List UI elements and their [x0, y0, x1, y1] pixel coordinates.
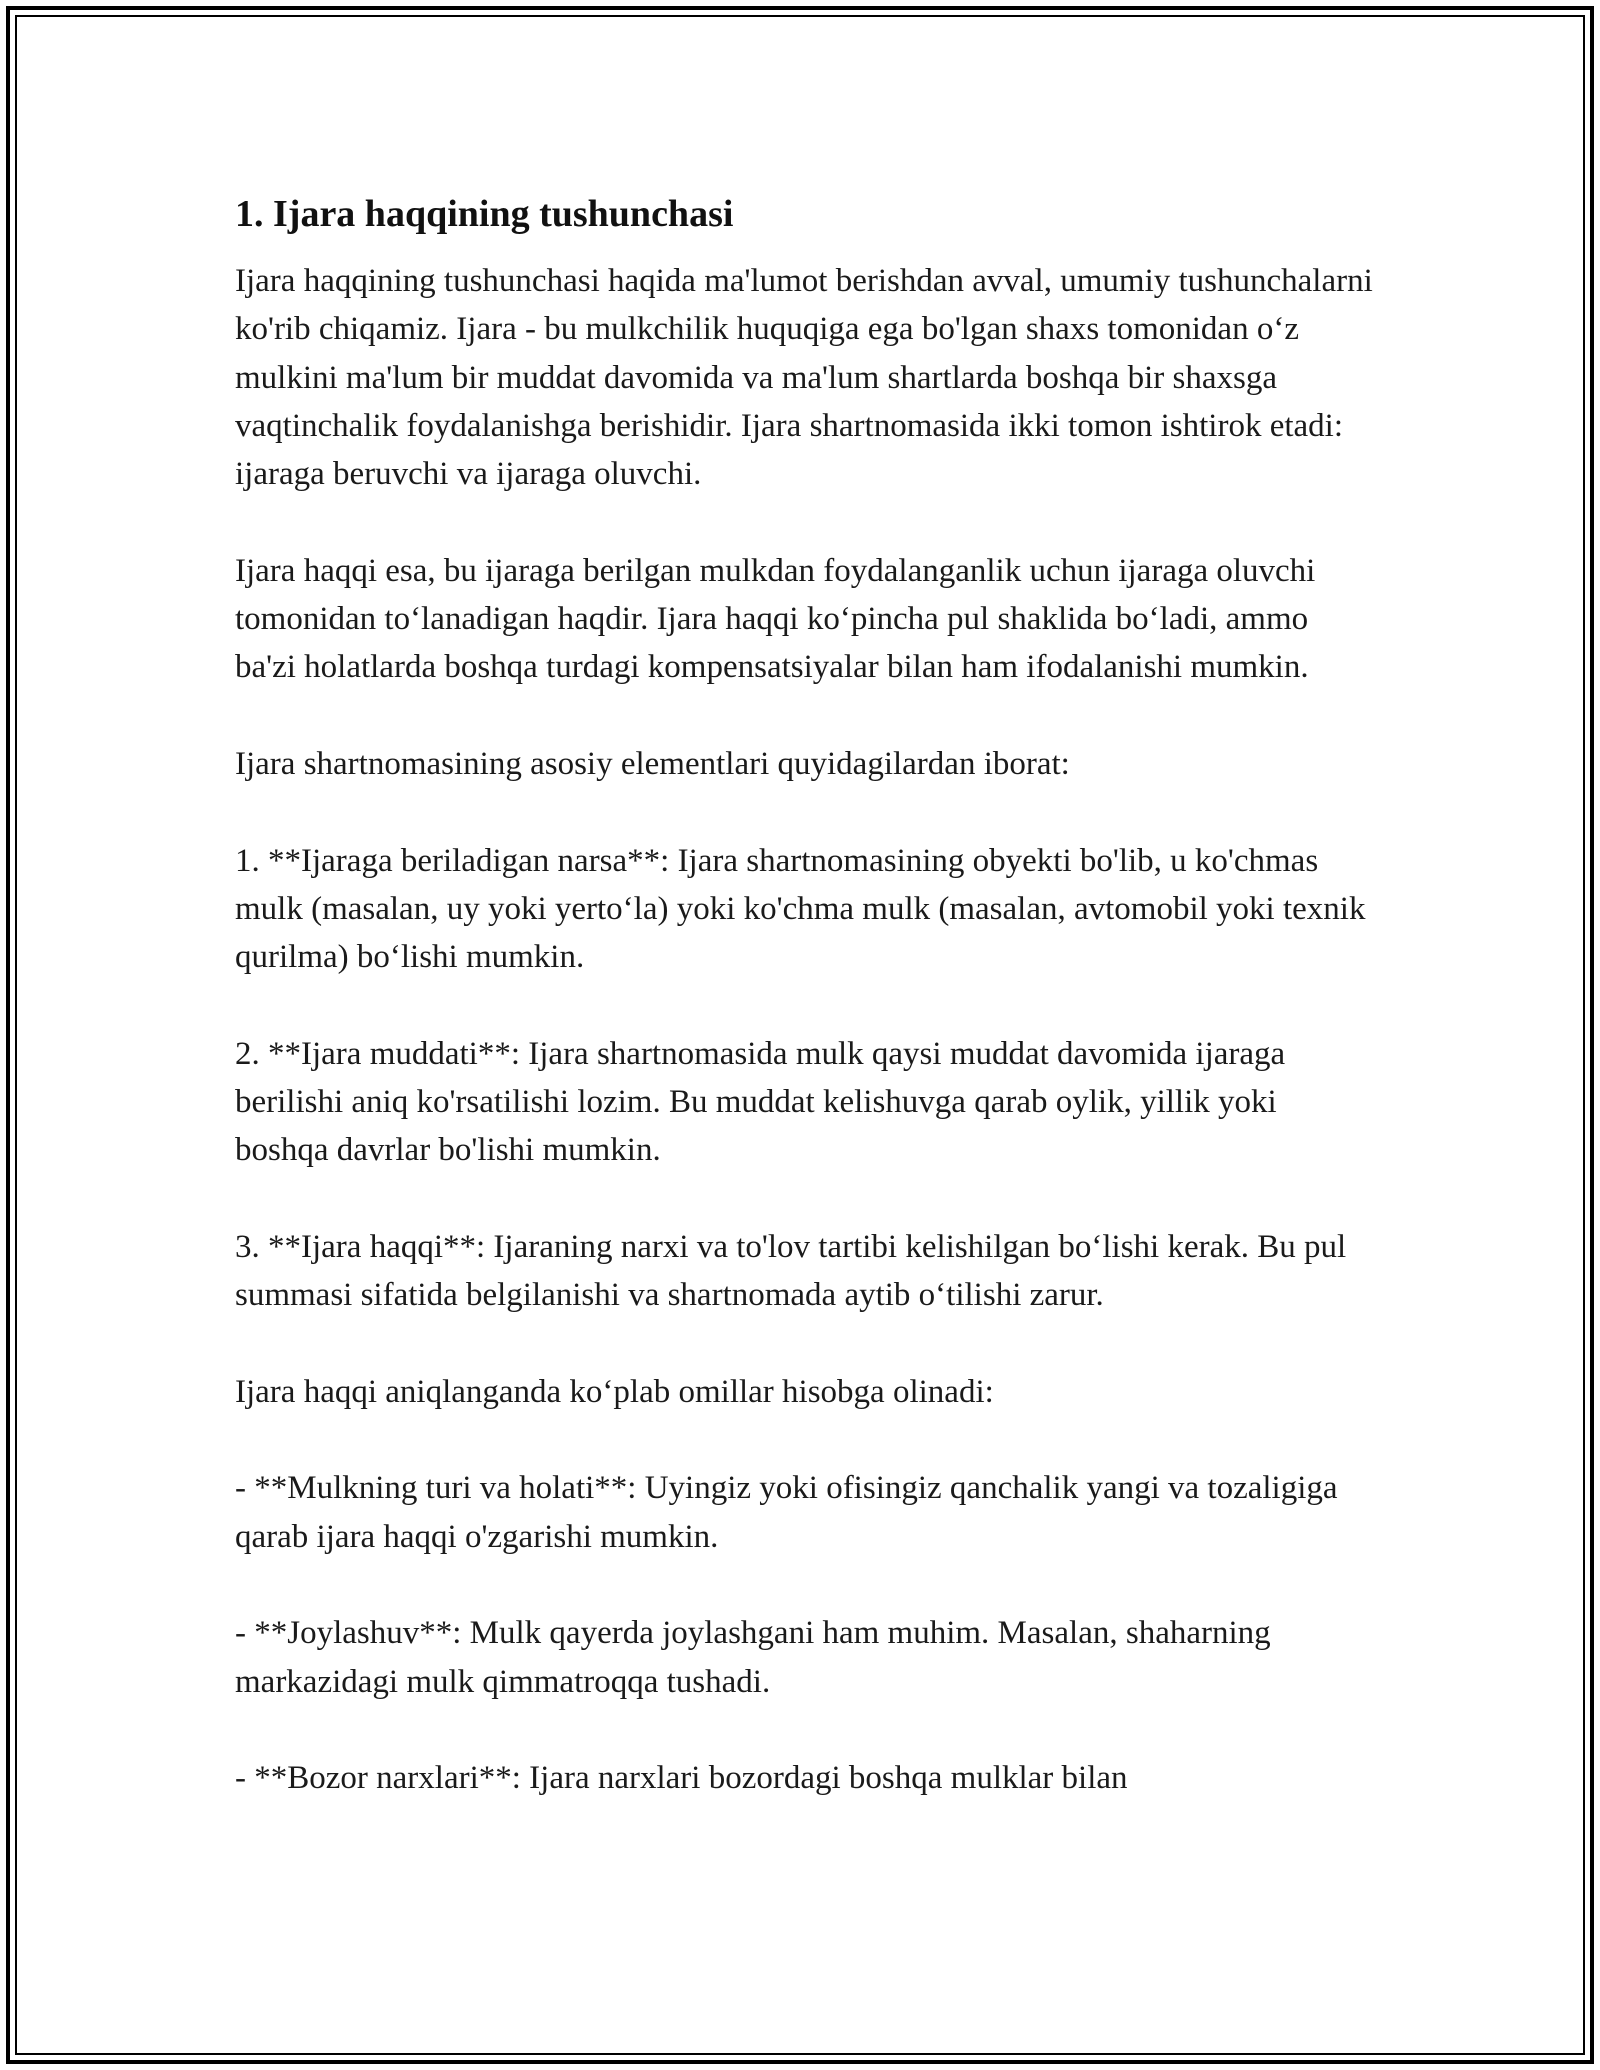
paragraph-gap [235, 981, 1375, 1029]
paragraph-gap [235, 1175, 1375, 1223]
bullet-property-type: - **Mulkning turi va holati**: Uyingiz yoki ofisingiz qanchalik yangi va tozaligiga qarab ijara haqqi o'zgarishi mumkin. [235, 1470, 1338, 1555]
paragraph-elements-intro: Ijara shartnomasining asosiy elementlari quyidagilardan iborat: [235, 745, 1070, 782]
list-item-rent-fee: 3. **Ijara haqqi**: Ijaraning narxi va to'lov tartibi kelishilgan bo‘lishi kerak. Bu pul summasi sifatida belgilanishi va shartnomada aytib o‘tilishi zarur. [235, 1228, 1347, 1314]
paragraph-gap [235, 1561, 1375, 1609]
section-heading: 1. Ijara haqqining tushunchasi [235, 193, 734, 235]
paragraph-gap [235, 692, 1375, 740]
paragraph-rent-definition: Ijara haqqi esa, bu ijaraga berilgan mulkdan foydalanganlik uchun ijaraga oluvchi tomonidan to‘lanadigan haqdir. Ijara haqqi ko‘pincha pul shaklida bo‘ladi, ammo ba'zi holatlarda boshqa turdagi kompensatsiyalar bilan ham ifodalanishi mumkin. [235, 552, 1316, 686]
list-item-rented-object: 1. **Ijaraga beriladigan narsa**: Ijara shartnomasining obyekti bo'lib, u ko'chmas mulk (masalan, uy yoki yerto‘la) yoki ko'chma mulk (masalan, avtomobil yoki texnik qurilma) bo‘lishi mumkin. [235, 842, 1366, 976]
document-body [235, 185, 1375, 1803]
bullet-location: - **Joylashuv**: Mulk qayerda joylashgani ham muhim. Masalan, shaharning markazidagi mulk qimmatroqqa tushadi. [235, 1615, 1271, 1700]
list-item-rent-term: 2. **Ijara muddati**: Ijara shartnomasida mulk qaysi muddat davomida ijaraga berilishi aniq ko'rsatilishi lozim. Bu muddat kelishuvga qarab oylik, yillik yoki boshqa davrlar bo'lishi mumkin. [235, 1035, 1286, 1169]
paragraph-gap [235, 498, 1375, 546]
paragraph-gap [235, 788, 1375, 836]
paragraph-gap [235, 1706, 1375, 1754]
paragraph-gap [235, 1416, 1375, 1464]
bullet-market-prices: - **Bozor narxlari**: Ijara narxlari bozordagi boshqa mulklar bilan [235, 1760, 1128, 1797]
paragraph-intro: Ijara haqqining tushunchasi haqida ma'lumot berishdan avval, umumiy tushunchalarni ko'rib chiqamiz. Ijara - bu mulkchilik huquqiga ega bo'lgan shaxs tomonidan o‘z mulkini ma'lum bir muddat davomida va ma'lum shartlarda boshqa bir shaxsga vaqtinchalik foydalanishga berishidir. Ijara shartnomasida ikki tomon ishtirok etadi: ijaraga beruvchi va ijaraga oluvchi. [235, 263, 1373, 493]
paragraph-factors-intro: Ijara haqqi aniqlanganda ko‘plab omillar hisobga olinadi: [235, 1373, 994, 1410]
paragraph-gap [235, 1320, 1375, 1368]
